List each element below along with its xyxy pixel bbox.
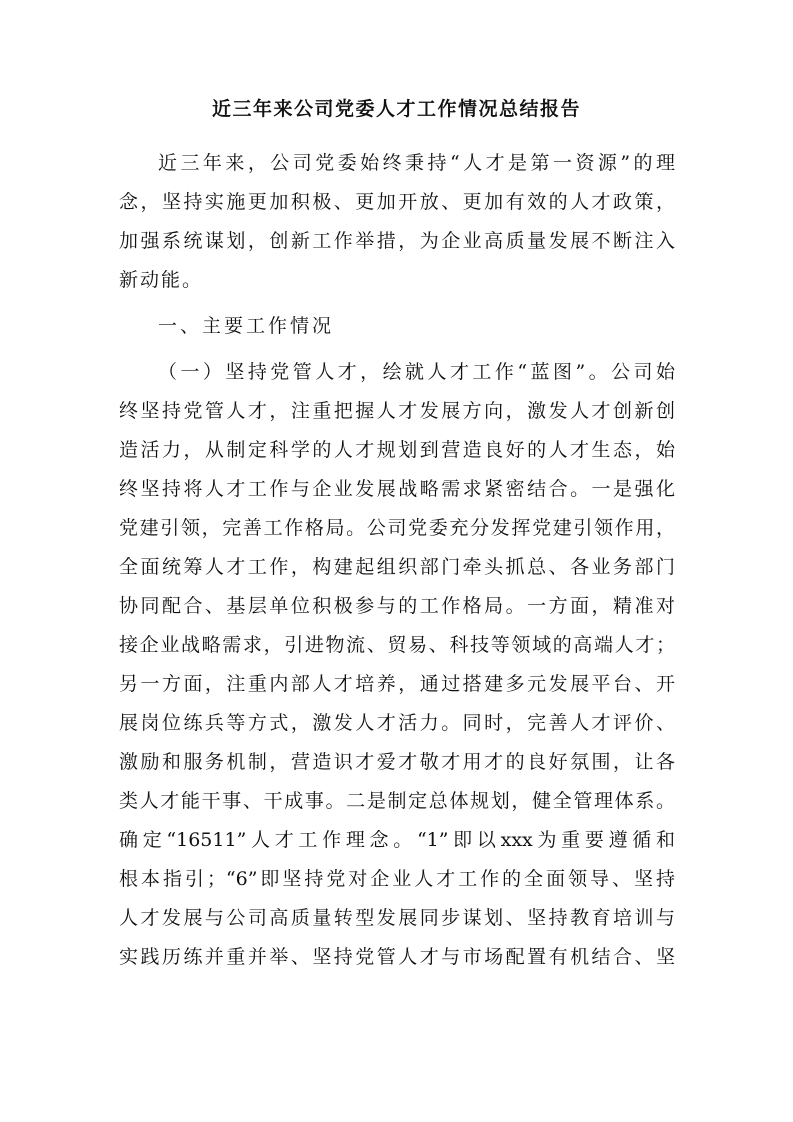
document-title: 近三年来公司党委人才工作情况总结报告	[211, 98, 581, 120]
paragraph-line: 根本指引；“6”即坚持党对企业人才工作的全面领导、坚持	[119, 868, 675, 890]
paragraph-line: 另一方面，注重内部人才培养，通过搭建多元发展平台、开	[119, 673, 675, 695]
paragraph-line: 加强系统谋划，创新工作举措，为企业高质量发展不断注入	[119, 230, 675, 252]
paragraph-line: 接企业战略需求，引进物流、贸易、科技等领域的高端人才；	[119, 634, 675, 656]
paragraph-line: 念，坚持实施更加积极、更加开放、更加有效的人才政策，	[119, 191, 675, 213]
paragraph-line: 造活力，从制定科学的人才规划到营造良好的人才生态，始	[119, 439, 675, 461]
paragraph-line: 实践历练并重并举、坚持党管人才与市场配置有机结合、坚	[119, 946, 675, 968]
paragraph-line: 终坚持将人才工作与企业发展战略需求紧密结合。一是强化	[119, 478, 675, 500]
paragraph-line: 近三年来，公司党委始终秉持“人才是第一资源”的理	[158, 152, 675, 174]
paragraph-line: 终坚持党管人才，注重把握人才发展方向，激发人才创新创	[119, 400, 675, 422]
paragraph-line: 展岗位练兵等方式，激发人才活力。同时，完善人才评价、	[119, 712, 675, 734]
paragraph-line: 党建引领，完善工作格局。公司党委充分发挥党建引领作用，	[119, 517, 675, 539]
paragraph-line: 协同配合、基层单位积极参与的工作格局。一方面，精准对	[119, 595, 675, 617]
paragraph-line: 类人才能干事、干成事。二是制定总体规划，健全管理体系。	[119, 790, 675, 812]
paragraph-line: 新动能。	[119, 269, 204, 291]
paragraph-line: 激励和服务机制，营造识才爱才敬才用才的良好氛围，让各	[119, 751, 675, 773]
paragraph-line: 人才发展与公司高质量转型发展同步谋划、坚持教育培训与	[119, 907, 675, 929]
paragraph-line: 全面统筹人才工作，构建起组织部门牵头抓总、各业务部门	[119, 556, 675, 578]
section-heading: 一、主要工作情况	[158, 315, 335, 337]
paragraph-line: 确定“16511”人才工作理念。“1”即以xxx为重要遵循和	[119, 829, 675, 851]
paragraph-line: （一）坚持党管人才，绘就人才工作“蓝图”。公司始	[158, 361, 675, 383]
